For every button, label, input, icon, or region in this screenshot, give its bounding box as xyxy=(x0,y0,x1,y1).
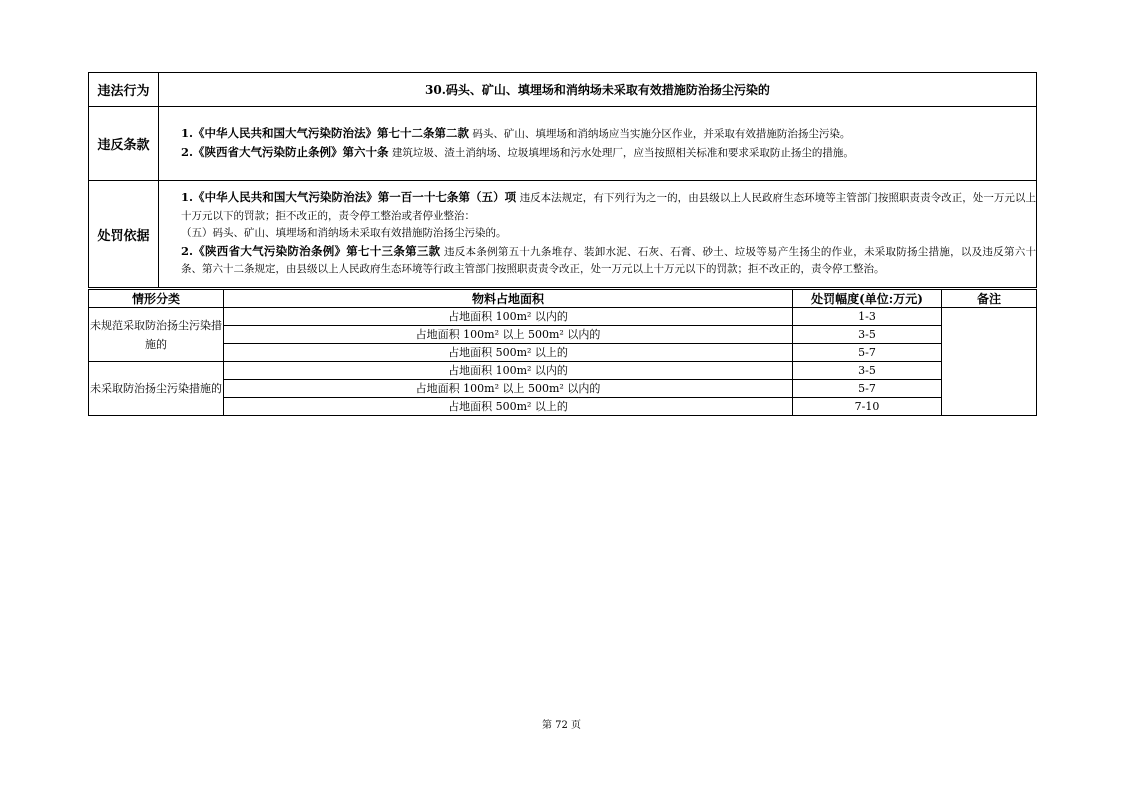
range-cell: 1-3 xyxy=(793,308,942,326)
basis-item-1-sub: （五）码头、矿山、填埋场和消纳场未采取有效措施防治扬尘污染的。 xyxy=(181,227,507,240)
basis-item-1-title: 1.《中华人民共和国大气污染防治法》第一百一十七条第（五）项 xyxy=(181,190,517,205)
penalty-grid-table xyxy=(88,289,1037,416)
header-category: 情形分类 xyxy=(89,290,224,308)
basis-item-2 xyxy=(159,243,1036,279)
table-row xyxy=(89,344,1037,362)
table-row xyxy=(89,380,1037,398)
category-cell: 未规范采取防治扬尘污染措施的 xyxy=(89,308,224,362)
basis-item-1 xyxy=(159,189,1036,225)
range-cell: 3-5 xyxy=(793,326,942,344)
table-row xyxy=(89,308,1037,326)
header-penalty-range: 处罚幅度(单位:万元) xyxy=(793,290,942,308)
violated-clauses-content xyxy=(159,107,1037,181)
area-cell: 占地面积 500m² 以上的 xyxy=(224,344,793,362)
behavior-title: 30.码头、矿山、填埋场和消纳场未采取有效措施防治扬尘污染的 xyxy=(159,73,1037,107)
header-remark: 备注 xyxy=(942,290,1037,308)
basis-item-2-title: 2.《陕西省大气污染防治条例》第七十三条第三款 xyxy=(181,243,441,258)
clause-item-2 xyxy=(159,144,1036,163)
clause-item-1-text: 码头、矿山、填埋场和消纳场应当实施分区作业，并采取有效措施防治扬尘污染。 xyxy=(472,128,851,140)
area-cell: 占地面积 100m² 以内的 xyxy=(224,362,793,380)
range-cell: 5-7 xyxy=(793,380,942,398)
legal-basis-table xyxy=(88,72,1037,288)
area-cell: 占地面积 100m² 以上 500m² 以内的 xyxy=(224,380,793,398)
clause-item-1 xyxy=(159,125,1036,144)
page-number: 第 72 页 xyxy=(541,720,582,731)
range-cell: 7-10 xyxy=(793,398,942,416)
area-cell: 占地面积 500m² 以上的 xyxy=(224,398,793,416)
header-area: 物料占地面积 xyxy=(224,290,793,308)
clause-item-2-title: 2.《陕西省大气污染防止条例》第六十条 xyxy=(181,144,389,159)
clause-item-1-title: 1.《中华人民共和国大气污染防治法》第七十二条第二款 xyxy=(181,126,470,140)
range-cell: 5-7 xyxy=(793,344,942,362)
basis-item-2-text: 违反本条例第五十九条堆存、装卸水泥、石灰、石膏、砂土、垃圾等易产生扬尘的作业，未采取防扬尘措施，以及违反第六十条、第六十二条规定，由县级以上人民政府生态环境等行政主管部门按照职责责令改正，处一万元以上十万元以下的罚款；拒不改正的，责令停工整治。 xyxy=(181,245,1036,276)
category-cell: 未采取防治扬尘污染措施的 xyxy=(89,362,224,416)
table-row xyxy=(89,362,1037,380)
penalty-basis-content xyxy=(159,181,1037,288)
table-row xyxy=(89,398,1037,416)
violated-clauses-label: 违反条款 xyxy=(89,107,159,181)
behavior-label: 违法行为 xyxy=(89,73,159,107)
clause-item-2-text: 建筑垃圾、渣土消纳场、垃圾填埋场和污水处理厂，应当按照相关标准和要求采取防止扬尘的措施。 xyxy=(391,146,854,159)
penalty-basis-label: 处罚依据 xyxy=(89,181,159,288)
table-row xyxy=(89,326,1037,344)
range-cell: 3-5 xyxy=(793,362,942,380)
basis-item-1-text: 违反本法规定，有下列行为之一的，由县级以上人民政府生态环境等主管部门按照职责责令改正，处一万元以上十万元以下的罚款；拒不改正的，责令停工整治或者停业整治： xyxy=(181,192,1036,222)
grid-header-row xyxy=(89,290,1037,308)
area-cell: 占地面积 100m² 以内的 xyxy=(224,308,793,326)
area-cell: 占地面积 100m² 以上 500m² 以内的 xyxy=(224,326,793,344)
remark-cell xyxy=(942,308,1037,416)
